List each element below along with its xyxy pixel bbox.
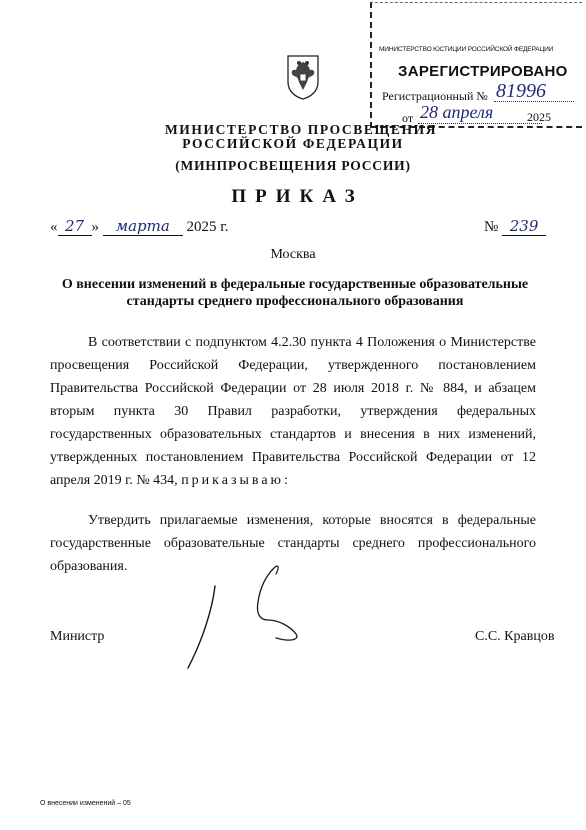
stamp-regnum-value: 81996	[496, 80, 546, 102]
handwritten-signature	[180, 556, 310, 671]
number-label: №	[484, 219, 499, 235]
date-quote-close: »	[91, 219, 99, 235]
date-quote-open: «	[50, 219, 58, 235]
footer-note: О внесении изменений – 05	[40, 800, 131, 807]
date-day: 27	[58, 217, 92, 236]
order-word: приказываю:	[181, 473, 291, 488]
number-value: 239	[502, 217, 546, 236]
document-type-title: ПРИКАЗ	[231, 186, 364, 207]
signatory-title: Министр	[50, 629, 105, 644]
coat-of-arms-emblem	[285, 52, 321, 100]
stamp-regnum-underline	[494, 101, 574, 102]
paragraph-2-text: Утвердить прилагаемые изменения, которые вносятся в федеральные государственные образовательные стандарты среднего профессионального образования.	[50, 513, 536, 574]
stamp-regnum-label: Регистрационный №	[382, 89, 488, 103]
stamp-registered-text: ЗАРЕГИСТРИРОВАНО	[398, 63, 568, 80]
signatory-name: С.С. Кравцов	[475, 629, 555, 644]
order-date	[50, 217, 228, 236]
ministry-name-line1: МИНИСТЕРСТВО ПРОСВЕЩЕНИЯ	[164, 122, 438, 137]
stamp-date-year: 2025	[527, 110, 551, 124]
stamp-ministry-text: МИНИСТЕРСТВО ЮСТИЦИИ РОССИЙСКОЙ ФЕДЕРАЦИИ	[379, 46, 554, 53]
ministry-short-name: (МИНПРОСВЕЩЕНИЯ РОССИИ)	[175, 158, 411, 173]
city-name: Москва	[270, 247, 316, 262]
order-heading: О внесении изменений в федеральные государственные образовательные стандарты среднего профессионального образования	[61, 277, 529, 309]
body-paragraph-1	[50, 331, 536, 492]
stamp-date-label: от	[402, 111, 414, 125]
date-year: 2025 г.	[186, 219, 229, 235]
ministry-name-line2: РОССИЙСКОЙ ФЕДЕРАЦИИ	[182, 136, 404, 151]
paragraph-1-text: В соответствии с подпунктом 4.2.30 пункта 4 Положения о Министерстве просвещения Российской Федерации, утвержденного постановлением Правительства Российской Федерации от 28 июля 2018 г. № 884, и абзацем вторым пункта 30 Правил разработки, утверждения федеральных государственных образовательных стандартов и внесения в них изменений, утвержденных постановлением Правительства Российской Федерации от 12 апреля 2019 г. № 434,	[50, 335, 536, 488]
order-number	[484, 217, 546, 236]
stamp-date-value: 28 апреля	[420, 102, 494, 122]
date-month: марта	[103, 217, 183, 236]
